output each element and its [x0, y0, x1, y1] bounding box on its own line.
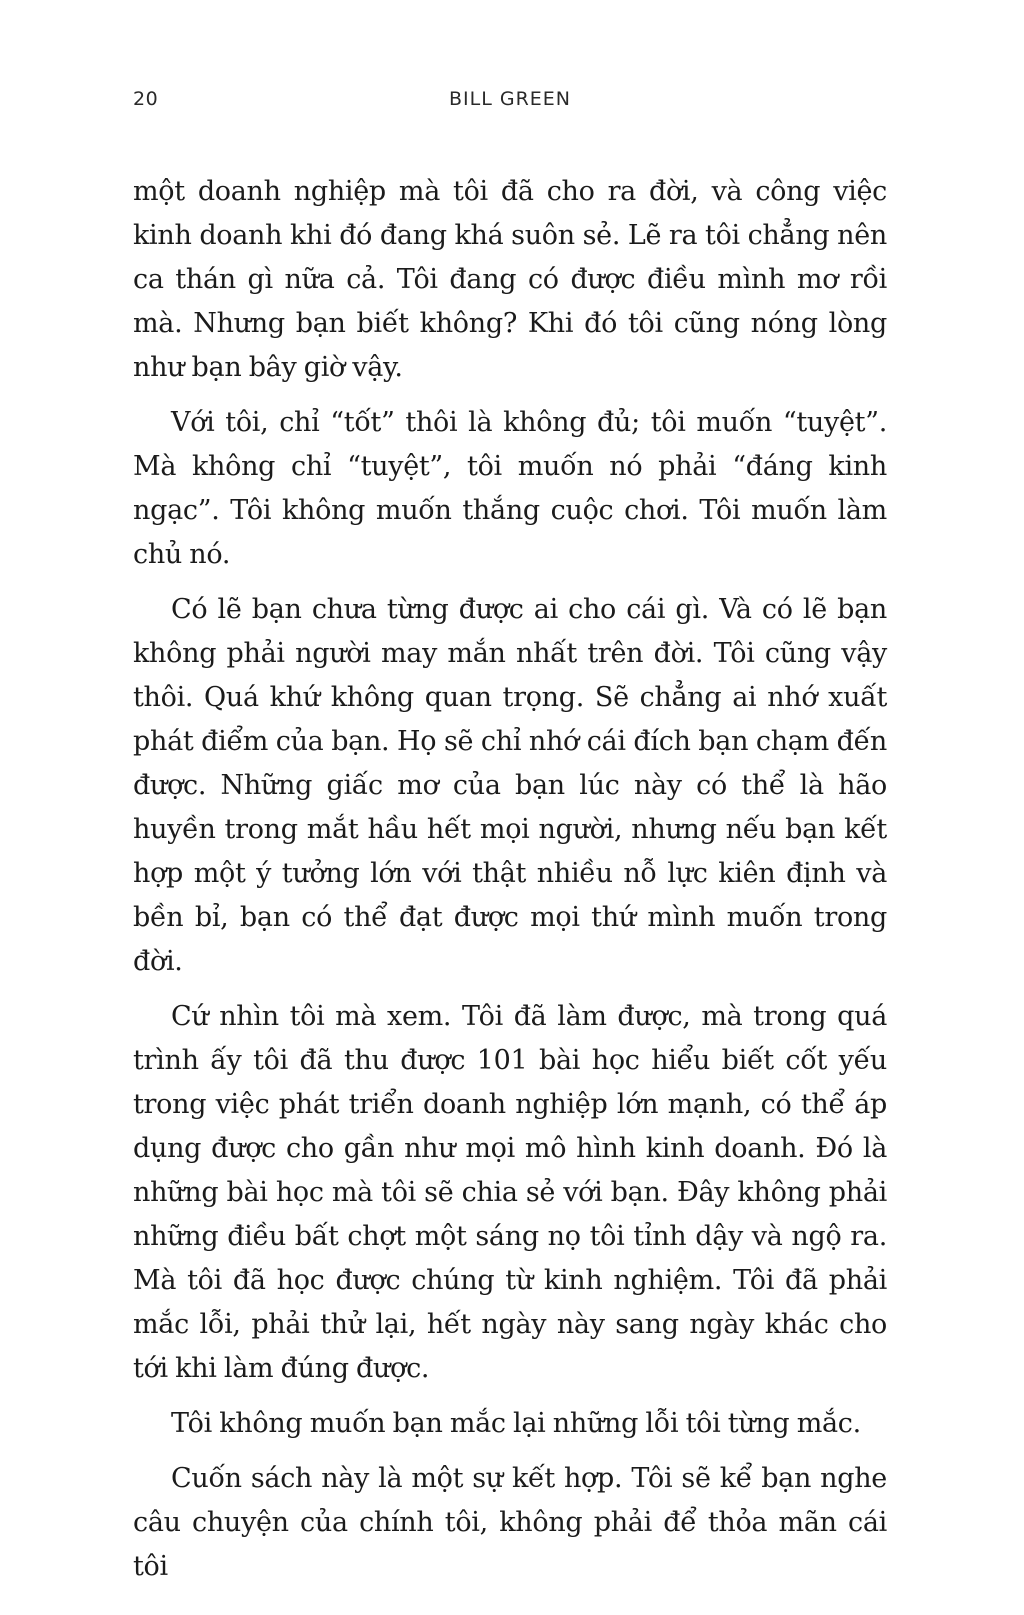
- paragraph: một doanh nghiệp mà tôi đã cho ra đời, và công việc kinh doanh khi đó đang khá suôn sẻ. Lẽ ra tôi chẳng nên ca thán gì nữa cả. Tôi đang có được điều mình mơ rồi mà. Nhưng bạn biết không? Khi đó tôi cũng nóng lòng như bạn bây giờ vậy.: [133, 176, 887, 383]
- running-head: BILL GREEN: [449, 88, 571, 110]
- page-header: [133, 88, 887, 118]
- paragraph: Có lẽ bạn chưa từng được ai cho cái gì. Và có lẽ bạn không phải người may mắn nhất trên đời. Tôi cũng vậy thôi. Quá khứ không quan trọng. Sẽ chẳng ai nhớ xuất phát điểm của bạn. Họ sẽ chỉ nhớ cái đích bạn chạm đến được. Những giấc mơ của bạn lúc này có thể là hão huyền trong mắt hầu hết mọi người, nhưng nếu bạn kết hợp một ý tưởng lớn với thật nhiều nỗ lực kiên định và bền bỉ, bạn có thể đạt được mọi thứ mình muốn trong đời.: [133, 594, 887, 977]
- paragraph: Cuốn sách này là một sự kết hợp. Tôi sẽ kể bạn nghe câu chuyện của chính tôi, không phải để thỏa mãn cái tôi: [133, 1463, 887, 1582]
- body-text: [133, 170, 887, 1600]
- page-number: 20: [133, 88, 159, 110]
- paragraph: Cứ nhìn tôi mà xem. Tôi đã làm được, mà trong quá trình ấy tôi đã thu được 101 bài học hiểu biết cốt yếu trong việc phát triển doanh nghiệp lớn mạnh, có thể áp dụng được cho gần như mọi mô hình kinh doanh. Đó là những bài học mà tôi sẽ chia sẻ với bạn. Đây không phải những điều bất chợt một sáng nọ tôi tỉnh dậy và ngộ ra. Mà tôi đã học được chúng từ kinh nghiệm. Tôi đã phải mắc lỗi, phải thử lại, hết ngày này sang ngày khác cho tới khi làm đúng được.: [133, 1001, 887, 1384]
- paragraph: Tôi không muốn bạn mắc lại những lỗi tôi từng mắc.: [171, 1408, 861, 1439]
- paragraph: Với tôi, chỉ “tốt” thôi là không đủ; tôi muốn “tuyệt”. Mà không chỉ “tuyệt”, tôi muốn nó phải “đáng kinh ngạc”. Tôi không muốn thắng cuộc chơi. Tôi muốn làm chủ nó.: [133, 407, 887, 570]
